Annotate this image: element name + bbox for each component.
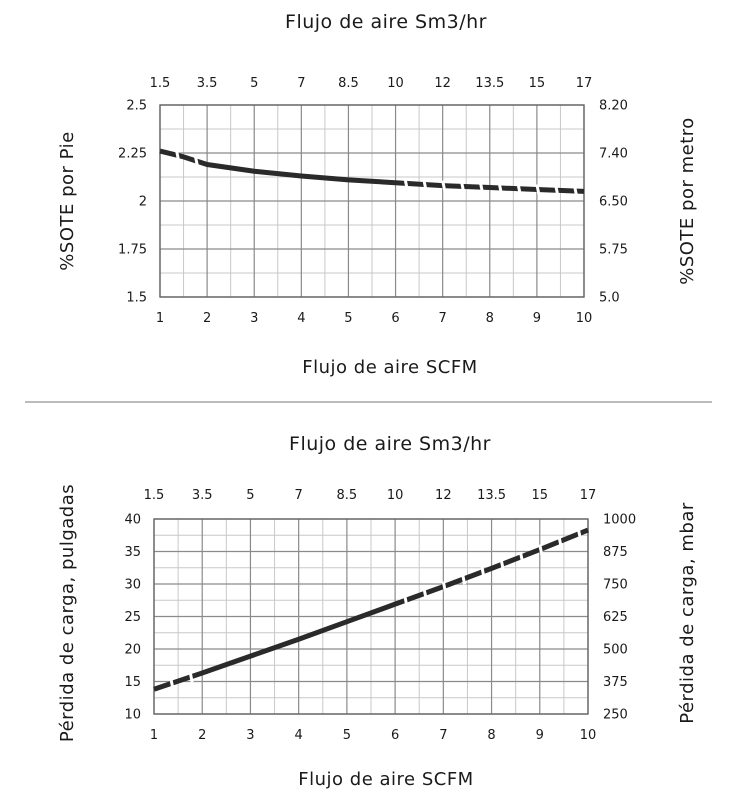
chart1-x-tick-label: 8: [485, 311, 494, 326]
chart2-y-tick-label: 15: [124, 675, 141, 690]
chart1-x-top-tick-label: 13.5: [475, 76, 505, 91]
chart2-x-top-tick-label: 5: [246, 488, 255, 503]
chart1-y-tick-label: 2.5: [126, 98, 147, 114]
chart1-dash-gap: [462, 181, 464, 191]
chart2-dash-gap: [482, 567, 484, 577]
chart1-y-right-tick-label: 5.0: [599, 290, 620, 306]
chart1-dash-gap: [556, 185, 558, 195]
chart1-x-tick-label: 4: [297, 311, 306, 326]
chart2-dash-gap: [190, 672, 192, 682]
chart2-y-tick-label: 10: [124, 707, 141, 723]
chart2-ylabel: Pérdida de carga, pulgadas: [57, 483, 78, 743]
chart1-x-top-tick-label: 10: [387, 76, 404, 91]
chart1-y-tick-label: 1.5: [126, 290, 147, 306]
chart1-dash-gap: [537, 184, 539, 194]
chart1-x-tick-label: 10: [575, 311, 593, 326]
chart2-y-right-tick-label: 625: [603, 610, 628, 625]
chart1-title: Flujo de aire Sm3/hr: [285, 11, 487, 33]
chart1-x-top-tick-label: 8.5: [338, 76, 359, 91]
chart1-dash-gap: [405, 178, 407, 188]
chart1-ylabel-right: %SOTE por metro: [677, 117, 698, 285]
chart1-x-tick-label: 2: [202, 311, 212, 326]
chart2-dash-gap: [443, 582, 445, 592]
chart2-y-tick-label: 20: [124, 642, 141, 658]
chart2-x-tick-label: 3: [246, 728, 255, 743]
chart2-dash-gap: [520, 552, 522, 562]
chart2-dash-gap: [171, 679, 173, 689]
chart2-x-tick-label: 1: [149, 728, 159, 743]
chart1-xlabel: Flujo de aire SCFM: [302, 357, 478, 378]
chart1-dash-gap: [424, 179, 426, 189]
chart1-y-tick-label: 2.25: [118, 146, 147, 162]
chart2-x-top-tick-label: 13.5: [477, 488, 507, 503]
chart2-xlabel: Flujo de aire SCFM: [298, 769, 474, 790]
chart1-dash-gap: [176, 150, 178, 160]
chart2-y-tick-label: 40: [124, 512, 141, 528]
chart1-x-top-tick-label: 5: [250, 76, 259, 91]
chart1-x-top-tick-label: 15: [528, 76, 546, 91]
chart1-x-tick-label: 6: [391, 311, 400, 326]
chart2-x-tick-label: 5: [342, 728, 352, 743]
chart2-ylabel-right: Pérdida de carga, mbar: [677, 502, 698, 724]
chart1-y-right-tick-label: 6.50: [599, 194, 628, 210]
chart2-plot-area: [124, 488, 636, 743]
chart1-dash-gap: [195, 156, 197, 166]
chart2-x-tick-label: 8: [487, 728, 496, 743]
chart1-plot-area: [118, 76, 628, 326]
chart1-y-tick-label: 2: [138, 194, 147, 210]
chart2-y-right-tick-label: 375: [603, 675, 628, 690]
chart2-x-top-tick-label: 10: [386, 488, 404, 503]
chart2-x-tick-label: 6: [390, 728, 400, 743]
chart2-y-right-tick-label: 750: [603, 577, 628, 593]
chart2-x-top-tick-label: 7: [294, 488, 303, 503]
chart1-x-tick-label: 9: [532, 311, 542, 326]
chart1-x-top-tick-label: 3.5: [196, 76, 218, 91]
chart2-x-top-tick-label: 12: [435, 488, 452, 503]
chart1-y-right-tick-label: 8.20: [599, 98, 628, 114]
chart1-x-top-tick-label: 12: [434, 76, 451, 91]
chart2-dash-gap: [424, 589, 426, 599]
chart1-x-tick-label: 5: [344, 311, 353, 326]
chart2-dash-gap: [463, 574, 465, 584]
chart2-x-top-tick-label: 17: [579, 488, 597, 503]
chart2-x-tick-label: 10: [579, 728, 597, 743]
chart2-y-right-tick-label: 250: [603, 707, 628, 723]
chart2-dash-gap: [540, 545, 542, 555]
chart1-x-tick-label: 1: [155, 311, 165, 326]
chart2-y-right-tick-label: 875: [603, 545, 628, 560]
chart1-x-tick-label: 7: [438, 311, 447, 326]
chart1-x-top-tick-label: 1.5: [149, 76, 171, 91]
chart1-dash-gap: [518, 184, 520, 194]
chart2-y-right-tick-label: 500: [603, 642, 628, 658]
chart2-x-top-tick-label: 15: [531, 488, 549, 503]
chart2-x-tick-label: 4: [294, 728, 303, 743]
chart2-y-tick-label: 25: [124, 610, 141, 625]
chart2-x-top-tick-label: 1.5: [143, 488, 165, 503]
chart2-x-top-tick-label: 8.5: [336, 488, 358, 503]
chart2-x-top-tick-label: 3.5: [191, 488, 213, 503]
chart2-dash-gap: [578, 529, 580, 539]
chart2-dash-gap: [559, 537, 561, 547]
chart1-x-top-tick-label: 7: [297, 76, 306, 91]
chart1-y-right-tick-label: 5.75: [599, 242, 628, 258]
chart2-title: Flujo de aire Sm3/hr: [289, 433, 491, 455]
chart1-x-top-tick-label: 17: [575, 76, 593, 91]
chart1-dash-gap: [575, 186, 577, 196]
chart1-y-tick-label: 1.75: [118, 242, 147, 258]
chart2-y-tick-label: 35: [124, 545, 141, 560]
chart1-dash-gap: [443, 181, 445, 191]
chart2-x-tick-label: 9: [535, 728, 544, 743]
chart2-y-tick-label: 30: [124, 577, 141, 593]
chart1-y-right-tick-label: 7.40: [599, 146, 628, 162]
chart2-dash-gap: [405, 596, 407, 606]
chart1-x-tick-label: 3: [250, 311, 259, 326]
chart1-dash-gap: [499, 183, 501, 193]
chart2-x-tick-label: 2: [198, 728, 207, 743]
chart2-dash-gap: [501, 560, 503, 570]
chart1-dash-gap: [480, 182, 482, 192]
chart2-x-tick-label: 7: [439, 728, 448, 743]
chart2-y-right-tick-label: 1000: [603, 512, 637, 528]
chart1-ylabel: %SOTE por Pie: [57, 131, 78, 271]
